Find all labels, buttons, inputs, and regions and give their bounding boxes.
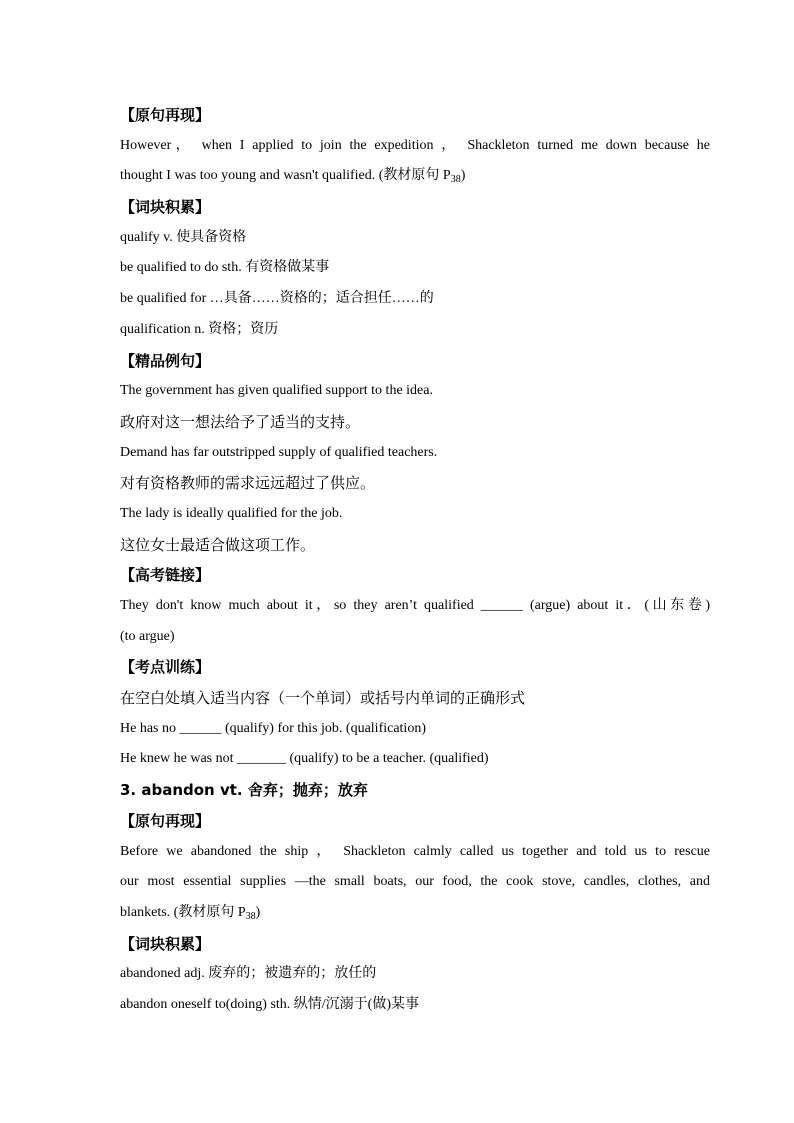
phrase-item: qualification n. 资格；资历 [120,321,279,337]
example-english: The government has given qualified support to the idea. [120,383,433,399]
page-subscript: 38 [245,910,256,922]
original-sentence-heading: 【原句再现】 [120,811,211,830]
phrase-item: be qualified for …具备……资格的；适合担任……的 [120,291,434,307]
original-sentence-line [120,898,710,929]
phrase-heading: 【词块积累】 [120,198,211,217]
training-item: He knew he was not _______ (qualify) to be a teacher. (qualified) [120,751,489,767]
phrase-item: abandon oneself to(doing) sth. 纵情/沉溺于(做)某事 [120,996,420,1012]
example-chinese: 这位女士最适合做这项工作。 [120,535,316,554]
training-instruction: 在空白处填入适当内容（一个单词）或括号内单词的正确形式 [120,689,526,708]
original-sentence-heading: 【原句再现】 [120,106,211,124]
original-sentence-line: our most essential supplies —the small boats, our food, the cook stove, candles, clothes, and [120,874,710,890]
example-english: The lady is ideally qualified for the job. [120,505,343,521]
document-page [120,100,710,1021]
phrase-item: qualify v. 使具备资格 [120,229,247,245]
original-sentence-end: ) [255,904,261,920]
example-chinese: 政府对这一想法给予了适当的支持。 [120,412,361,431]
entry-title: 3. abandon vt. 舍弃；抛弃；放弃 [120,781,368,800]
gaokao-question: They don't know much about it，so they aren’t qualified ______ (argue) about it．(山东卷) [120,598,710,613]
original-sentence-line: However， when I applied to join the expedition ， Shackleton turned me down because he [120,137,710,153]
phrase-item: be qualified to do sth. 有资格做某事 [120,260,330,276]
phrase-item: abandoned adj. 废弃的；被遗弃的；放任的 [120,966,377,982]
gaokao-answer: (to argue) [120,628,175,644]
original-sentence-line: Before we abandoned the ship ， Shackleton calmly called us together and told us to rescue [120,843,710,859]
example-heading: 【精品例句】 [120,351,211,370]
example-chinese: 对有资格教师的需求远远超过了供应。 [120,474,376,493]
phrase-heading: 【词块积累】 [120,934,211,953]
original-sentence-text: blankets. (教材原句 P [120,904,246,920]
original-sentence-end: ) [460,168,466,184]
training-item: He has no ______ (qualify) for this job. (qualification) [120,720,426,736]
example-english: Demand has far outstripped supply of qualified teachers. [120,444,438,460]
page-subscript: 38 [450,174,461,186]
original-sentence-line [120,161,710,192]
gaokao-heading: 【高考链接】 [120,566,211,585]
original-sentence-text: thought I was too young and wasn't qualified. (教材原句 P [120,168,451,184]
training-heading: 【考点训练】 [120,658,211,677]
